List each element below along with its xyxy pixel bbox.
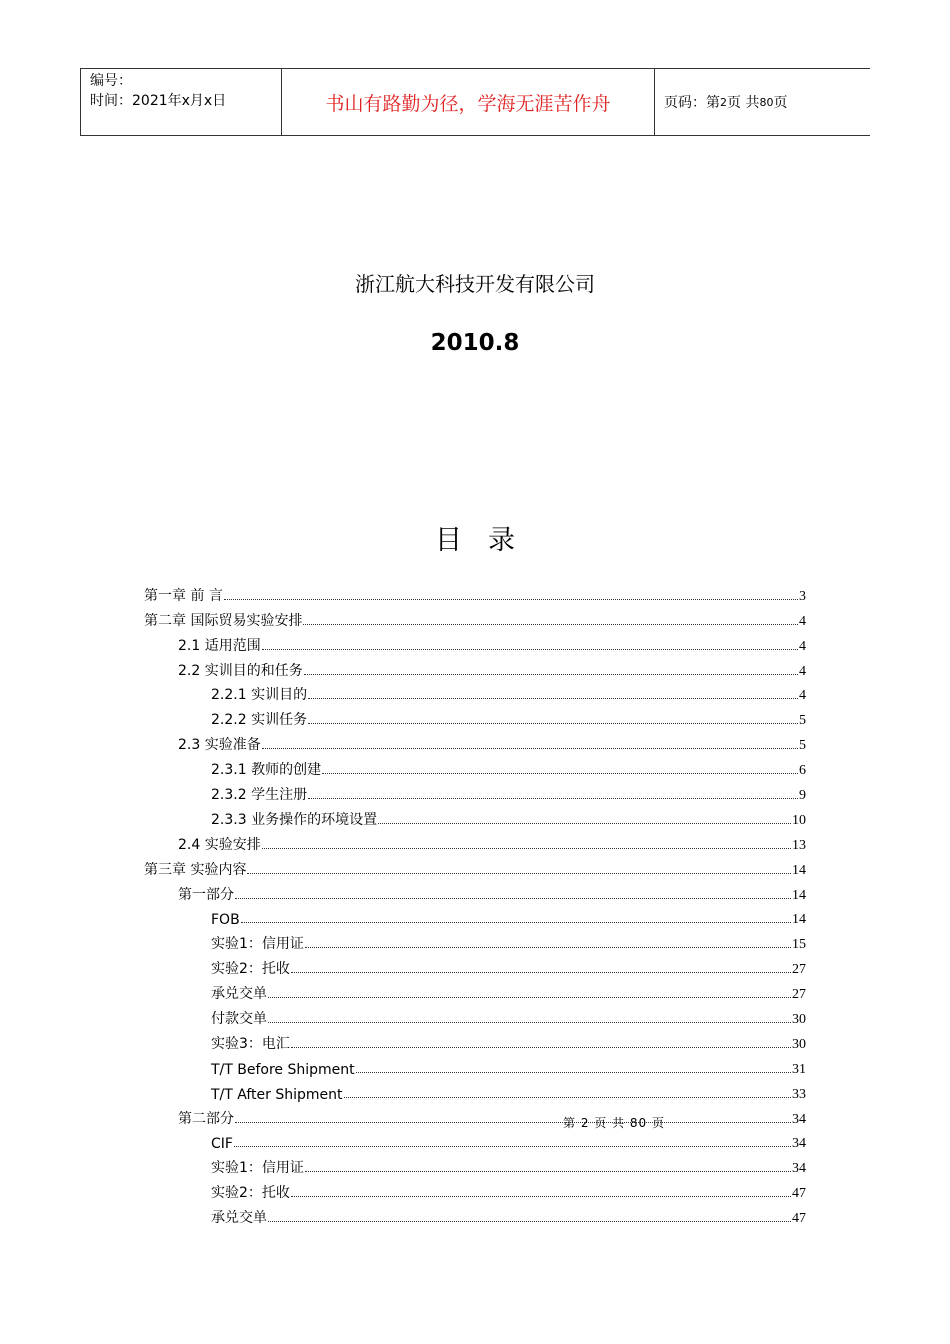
toc-entry-title: 实验1：信用证 [211,1160,304,1177]
toc-entry[interactable] [144,1053,806,1078]
toc-entry-title: 2.3.3 业务操作的环境设置 [211,811,378,828]
toc-entry-page: 34 [792,1136,806,1152]
toc-entry-page: 14 [792,887,806,903]
toc-entry-page: 4 [799,663,806,679]
toc-leader-dots [262,847,791,849]
toc-leader-dots [235,1121,791,1123]
toc-leader-dots [356,1071,791,1073]
toc-entry-title: 实验1：信用证 [211,936,304,953]
toc-leader-dots [224,598,798,600]
toc-leader-dots [262,747,798,749]
toc-leader-dots [235,897,791,899]
toc-entry-title: 实验2：托收 [211,1185,290,1202]
toc-entry-page: 47 [792,1186,806,1202]
toc-entry-title: 第一部分 [178,886,234,903]
toc-entry-title: 2.3.1 教师的创建 [211,762,322,779]
toc-entry-title: 2.2.1 实训目的 [211,687,308,704]
toc-entry-page: 34 [792,1161,806,1177]
toc-leader-dots [234,1145,791,1147]
toc-entry-page: 31 [792,1061,806,1077]
toc-entry-page: 27 [792,987,806,1003]
toc-entry-page: 4 [799,613,806,629]
toc-entry-title: 第一章 前 言 [144,587,223,604]
page-number: 2 [720,95,727,109]
toc-entry[interactable] [144,680,806,705]
toc-entry-page: 27 [792,962,806,978]
toc-entry[interactable] [144,879,806,904]
toc-leader-dots [304,673,798,675]
toc-entry-title: 承兑交单 [211,1210,267,1227]
toc-leader-dots [344,1096,792,1098]
toc-leader-dots [305,946,791,948]
toc-entry[interactable] [144,1003,806,1028]
toc-entry-title: 2.4 实验安排 [178,836,261,853]
toc-entry-page: 4 [799,688,806,704]
toc-entry-title: 2.3.2 学生注册 [211,787,308,804]
toc-entry-page: 10 [792,812,806,828]
header-page-info [655,69,870,135]
toc-entry-page: 33 [792,1086,806,1102]
page-mid: 页 共 [727,95,760,111]
time-label: 时间：2021年x月x日 [90,93,227,109]
toc-leader-dots [291,1195,791,1197]
toc-entry[interactable] [144,829,806,854]
toc-entry[interactable] [144,779,806,804]
serial-label: 编号： [90,73,132,89]
toc-entry-title: 承兑交单 [211,986,267,1003]
toc-leader-dots [268,1220,791,1222]
toc-entry-title: 2.2.2 实训任务 [211,712,308,729]
toc-entry-page: 30 [792,1012,806,1028]
toc-leader-dots [378,822,791,824]
company-name: 浙江航大科技开发有限公司 [355,272,595,296]
toc-entry[interactable] [144,729,806,754]
toc-leader-dots [308,797,798,799]
toc-entry[interactable] [144,1078,806,1103]
toc-entry[interactable] [144,1202,806,1227]
toc-entry-title: FOB [211,912,240,929]
toc-leader-dots [268,1021,791,1023]
toc-leader-dots [322,772,798,774]
toc-entry-title: T/T Before Shipment [211,1061,355,1078]
toc-title: 目录 [435,525,541,556]
toc-entry-title: 付款交单 [211,1011,267,1028]
page-suffix: 页 [773,95,788,111]
toc-entry-page: 15 [792,937,806,953]
page-header [80,68,870,136]
toc-leader-dots [308,697,798,699]
page-footer: 第 2 页 共 80 页 [563,1116,665,1130]
toc-entry[interactable] [144,1177,806,1202]
toc-entry-page: 3 [799,588,806,604]
toc-leader-dots [305,1170,791,1172]
toc-leader-dots [291,1046,791,1048]
table-of-contents [144,580,806,1227]
toc-entry[interactable] [144,904,806,929]
toc-leader-dots [268,996,791,998]
toc-entry[interactable] [144,1128,806,1153]
toc-entry[interactable] [144,1103,806,1128]
toc-entry-title: 第三章 实验内容 [144,861,247,878]
toc-entry-page: 47 [792,1211,806,1227]
toc-entry-page: 4 [799,638,806,654]
toc-entry-page: 14 [792,862,806,878]
toc-entry[interactable] [144,1028,806,1053]
toc-entry[interactable] [144,1152,806,1177]
toc-entry-page: 5 [799,738,806,754]
toc-entry[interactable] [144,754,806,779]
toc-entry[interactable] [144,928,806,953]
toc-entry-page: 5 [799,713,806,729]
toc-leader-dots [303,623,798,625]
toc-entry[interactable] [144,804,806,829]
toc-entry-title: CIF [211,1136,233,1153]
toc-entry[interactable] [144,854,806,879]
toc-entry-title: 实验2：托收 [211,961,290,978]
toc-entry-page: 34 [792,1111,806,1127]
toc-leader-dots [308,722,798,724]
toc-entry[interactable] [144,605,806,630]
toc-leader-dots [262,648,798,650]
document-date: 2010.8 [430,330,520,356]
toc-leader-dots [241,921,791,923]
toc-entry-page: 6 [799,763,806,779]
toc-entry-page: 9 [799,788,806,804]
toc-entry-title: 第二章 国际贸易实验安排 [144,612,303,629]
toc-entry-title: 2.2 实训目的和任务 [178,662,303,679]
header-motto: 书山有路勤为径，学海无涯苦作舟 [282,69,655,135]
toc-entry-page: 30 [792,1036,806,1052]
toc-leader-dots [247,872,791,874]
toc-entry-title: 第二部分 [178,1110,234,1127]
toc-entry-title: 2.3 实验准备 [178,737,261,754]
toc-entry[interactable] [144,704,806,729]
toc-entry-title: 2.1 适用范围 [178,637,261,654]
toc-entry-title: T/T After Shipment [211,1086,343,1103]
toc-entry[interactable] [144,630,806,655]
toc-entry-title: 实验3：电汇 [211,1035,290,1052]
page-prefix: 页码：第 [664,95,720,111]
toc-leader-dots [291,971,791,973]
header-meta [81,69,282,135]
toc-entry[interactable] [144,953,806,978]
toc-entry[interactable] [144,978,806,1003]
page-total: 80 [759,95,774,109]
toc-entry[interactable] [144,655,806,680]
toc-entry-page: 14 [792,912,806,928]
toc-entry[interactable] [144,580,806,605]
toc-entry-page: 13 [792,837,806,853]
